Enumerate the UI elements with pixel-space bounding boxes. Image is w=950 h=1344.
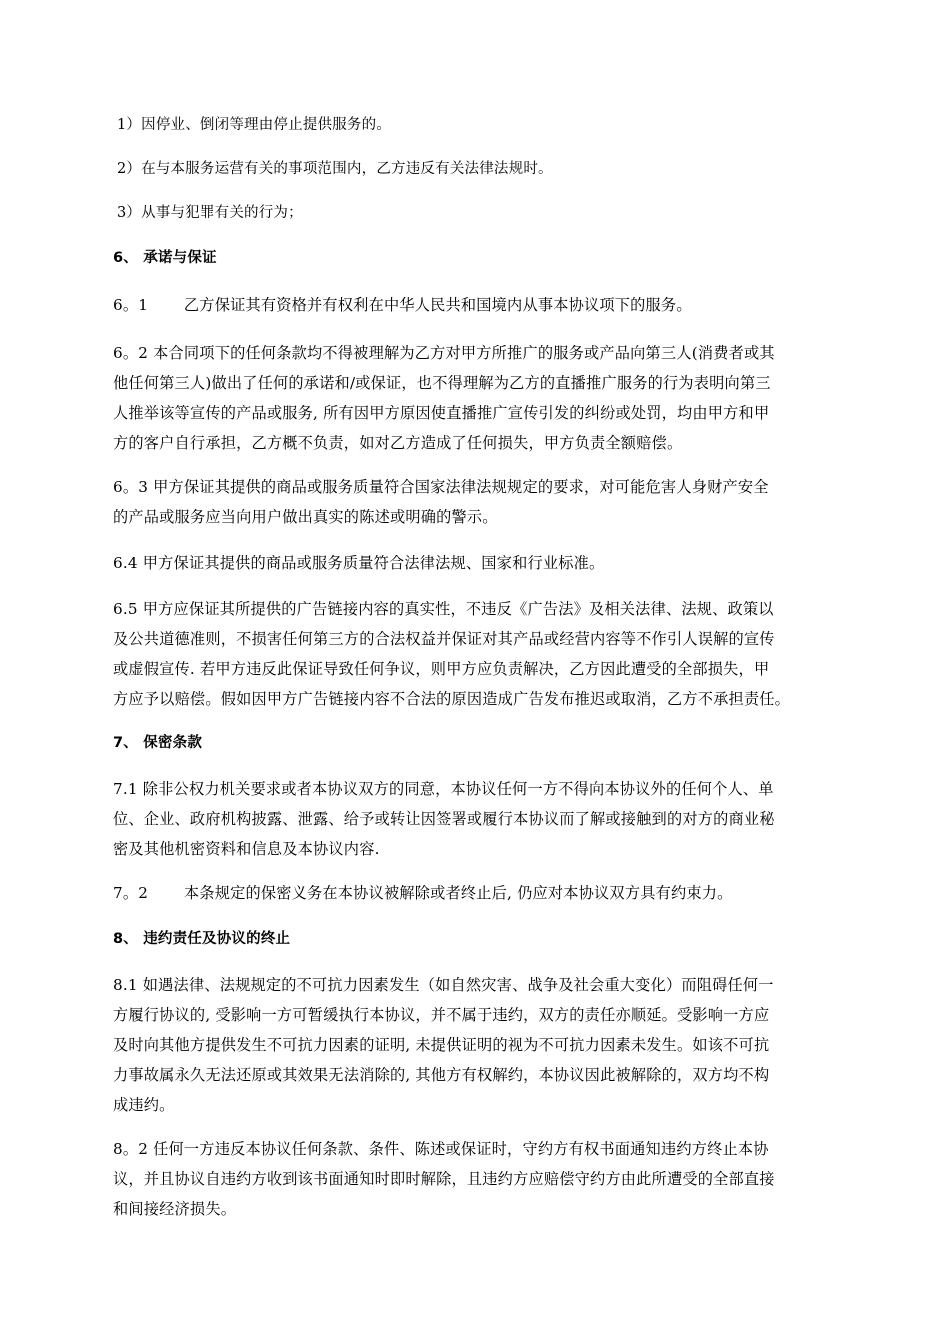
clause-6-2 [113, 338, 843, 458]
list-item-1: 1）因停业、倒闭等理由停止提供服务的。 [117, 117, 392, 133]
list-item-2: 2）在与本服务运营有关的事项范围内，乙方违反有关法律法规时。 [117, 161, 553, 177]
clause-line: 他任何第三人)做出了任何的承诺和/或保证，也不得理解为乙方的直播推广服务的行为表明向第三 [113, 374, 771, 392]
clause-line: 成违约。 [113, 1096, 175, 1114]
clause-line: 及时向其他方提供发生不可抗力因素的证明, 未提供证明的视为不可抗力因素未发生。如该不可抗 [113, 1036, 770, 1054]
clause-line: 6.5 甲方应保证其所提供的广告链接内容的真实性，不违反《广告法》及相关法律、法规、政策以 [113, 600, 774, 618]
clause-line: 方的客户自行承担，乙方概不负责，如对乙方造成了任何损失，甲方负责全额赔偿。 [113, 434, 683, 452]
clause-6-4: 6.4 甲方保证其提供的商品或服务质量符合法律法规、国家和行业标准。 [113, 554, 605, 572]
clause-line: 密及其他机密资料和信息及本协议内容. [113, 840, 380, 858]
clause-8-2 [113, 1134, 843, 1224]
clause-line: 议，并且协议自违约方收到该书面通知时即时解除，且违约方应赔偿守约方由此所遭受的全部直接 [113, 1170, 775, 1188]
clause-line: 和间接经济损失。 [113, 1200, 237, 1218]
section-6-heading: 6、 承诺与保证 [113, 250, 217, 266]
clause-line: 的产品或服务应当向用户做出真实的陈述或明确的警示。 [113, 508, 498, 526]
clause-7-1 [113, 774, 843, 864]
clause-line: 方应予以赔偿。假如因甲方广告链接内容不合法的原因造成广告发布推迟或取消，乙方不承担责任。 [113, 690, 791, 708]
clause-line: 6。3 甲方保证其提供的商品或服务质量符合国家法律法规规定的要求，对可能危害人身财产安全 [113, 478, 769, 496]
clause-line: 8.1 如遇法律、法规规定的不可抗力因素发生（如自然灾害、战争及社会重大变化）而阻碍任何一 [113, 976, 774, 994]
clause-line: 力事故属永久无法还原或其效果无法消除的, 其他方有权解约，本协议因此被解除的，双方均不构 [113, 1066, 770, 1084]
clause-line: 6。2 本合同项下的任何条款均不得被理解为乙方对甲方所推广的服务或产品向第三人(消费者或其 [113, 344, 775, 362]
clause-line: 或虚假宣传. 若甲方违反此保证导致任何争议，则甲方应负责解决，乙方因此遭受的全部损失，甲 [113, 660, 770, 678]
clause-6-5 [113, 594, 843, 714]
list-item-3: 3）从事与犯罪有关的行为； [117, 205, 303, 221]
clause-6-1: 6。1 乙方保证其有资格并有权利在中华人民共和国境内从事本协议项下的服务。 [113, 296, 692, 314]
clause-line: 及公共道德准则，不损害任何第三方的合法权益并保证对其产品或经营内容等不作引人误解的宣传 [113, 630, 775, 648]
clause-line: 位、企业、政府机构披露、泄露、给予或转让因签署或履行本协议而了解或接触到的对方的商业秘 [113, 810, 775, 828]
clause-6-3 [113, 472, 843, 532]
clause-line: 7.1 除非公权力机关要求或者本协议双方的同意，本协议任何一方不得向本协议外的任何个人、单 [113, 780, 774, 798]
section-7-heading: 7、 保密条款 [113, 735, 203, 751]
section-8-heading: 8、 违约责任及协议的终止 [113, 931, 291, 947]
clause-7-2: 7。2 本条规定的保密义务在本协议被解除或者终止后, 仍应对本协议双方具有约束力。 [113, 884, 733, 902]
clause-8-1 [113, 970, 843, 1120]
clause-line: 8。2 任何一方违反本协议任何条款、条件、陈述或保证时，守约方有权书面通知违约方终止本协 [113, 1140, 769, 1158]
clause-line: 人推举该等宣传的产品或服务, 所有因甲方原因使直播推广宣传引发的纠纷或处罚，均由甲方和甲 [113, 404, 770, 422]
clause-line: 方履行协议的, 受影响一方可暂缓执行本协议，并不属于违约，双方的责任亦顺延。受影响一方应 [113, 1006, 770, 1024]
